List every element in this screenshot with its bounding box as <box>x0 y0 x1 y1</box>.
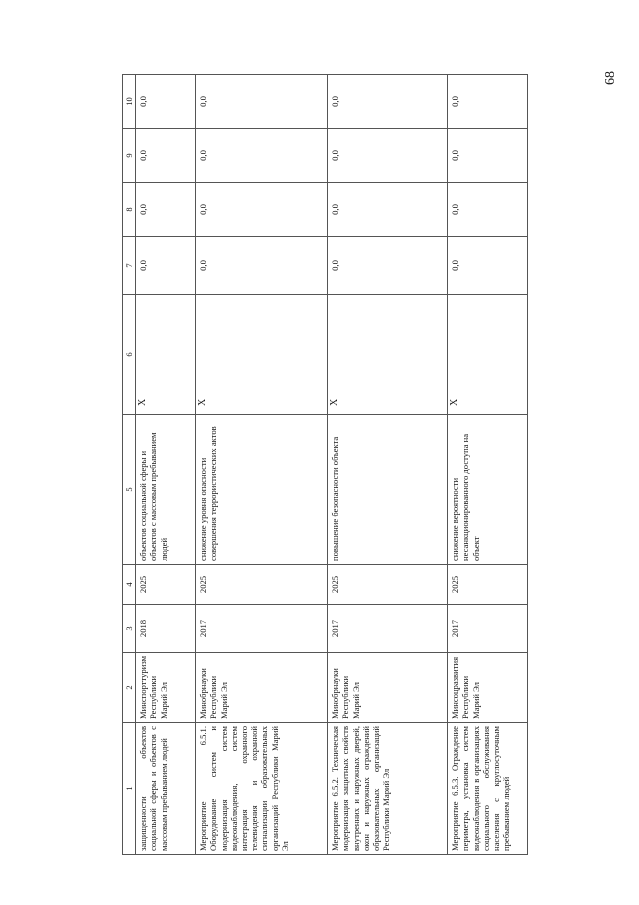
value-cell: 0,0 <box>196 129 328 183</box>
value-cell: 0,0 <box>136 237 196 295</box>
measure-name: защищенности объектов социальной сферы и объектов с массовым пребыванием людей <box>136 723 196 855</box>
measures-table <box>122 74 528 855</box>
header-row <box>123 75 136 855</box>
value-cell: 0,0 <box>136 129 196 183</box>
col-header: 6 <box>123 295 136 415</box>
executor: Минобрнауки Республики Марий Эл <box>196 653 328 723</box>
table-row <box>196 75 328 855</box>
value-cell: 0,0 <box>136 75 196 129</box>
page-number: 68 <box>603 71 618 85</box>
value-cell: 0,0 <box>328 237 448 295</box>
expected-result: снижение уровня опасности совершения террористических актов <box>196 415 328 565</box>
value-cell: 0,0 <box>196 237 328 295</box>
col-header: 9 <box>123 129 136 183</box>
indicator-mark: X <box>328 295 448 415</box>
end-year: 2025 <box>136 565 196 605</box>
col-header: 4 <box>123 565 136 605</box>
executor: Минспорттуризм Республики Марий Эл <box>136 653 196 723</box>
expected-result: объектов социальной сферы и объектов с массовым пребыванием людей <box>136 415 196 565</box>
value-cell: 0,0 <box>328 183 448 237</box>
value-cell: 0,0 <box>328 129 448 183</box>
executor: Минобрнауки Республики Марий Эл <box>328 653 448 723</box>
value-cell: 0,0 <box>448 75 528 129</box>
value-cell: 0,0 <box>196 183 328 237</box>
col-header: 10 <box>123 75 136 129</box>
indicator-mark: X <box>196 295 328 415</box>
end-year: 2025 <box>328 565 448 605</box>
indicator-mark: X <box>136 295 196 415</box>
start-year: 2018 <box>136 605 196 653</box>
start-year: 2017 <box>328 605 448 653</box>
col-header: 1 <box>123 723 136 855</box>
measure-name: Мероприятие 6.5.3. Ограждение периметра, установка систем видеонаблюдения в организациях социального обслуживания населения с круглосуточным пребыванием людей <box>448 723 528 855</box>
table-row <box>448 75 528 855</box>
value-cell: 0,0 <box>136 183 196 237</box>
measure-name: Мероприятие 6.5.2. Техническая модернизация защитных свойств внутренних и наружных дверей, окон и наружных ограждений образовательных организаций Республики Марий Эл <box>328 723 448 855</box>
start-year: 2017 <box>448 605 528 653</box>
col-header: 3 <box>123 605 136 653</box>
measure-name: Мероприятие 6.5.1. Оборудование систем и модернизация систем видеонаблюдения, систем интеграция охранного телевидения и охранной сигнализации образовательных организаций Республики Марий Эл <box>196 723 328 855</box>
start-year: 2017 <box>196 605 328 653</box>
executor: Минсоцразвития Республики Марий Эл <box>448 653 528 723</box>
col-header: 7 <box>123 237 136 295</box>
value-cell: 0,0 <box>328 75 448 129</box>
col-header: 8 <box>123 183 136 237</box>
value-cell: 0,0 <box>448 183 528 237</box>
indicator-mark: X <box>448 295 528 415</box>
value-cell: 0,0 <box>448 129 528 183</box>
value-cell: 0,0 <box>448 237 528 295</box>
table-row <box>136 75 196 855</box>
table-row <box>328 75 448 855</box>
end-year: 2025 <box>196 565 328 605</box>
expected-result: повышение безопасности объекта <box>328 415 448 565</box>
col-header: 5 <box>123 415 136 565</box>
col-header: 2 <box>123 653 136 723</box>
end-year: 2025 <box>448 565 528 605</box>
value-cell: 0,0 <box>196 75 328 129</box>
expected-result: снижение вероятности несанкционированного доступа на объект <box>448 415 528 565</box>
rotated-table-wrapper <box>122 75 528 855</box>
